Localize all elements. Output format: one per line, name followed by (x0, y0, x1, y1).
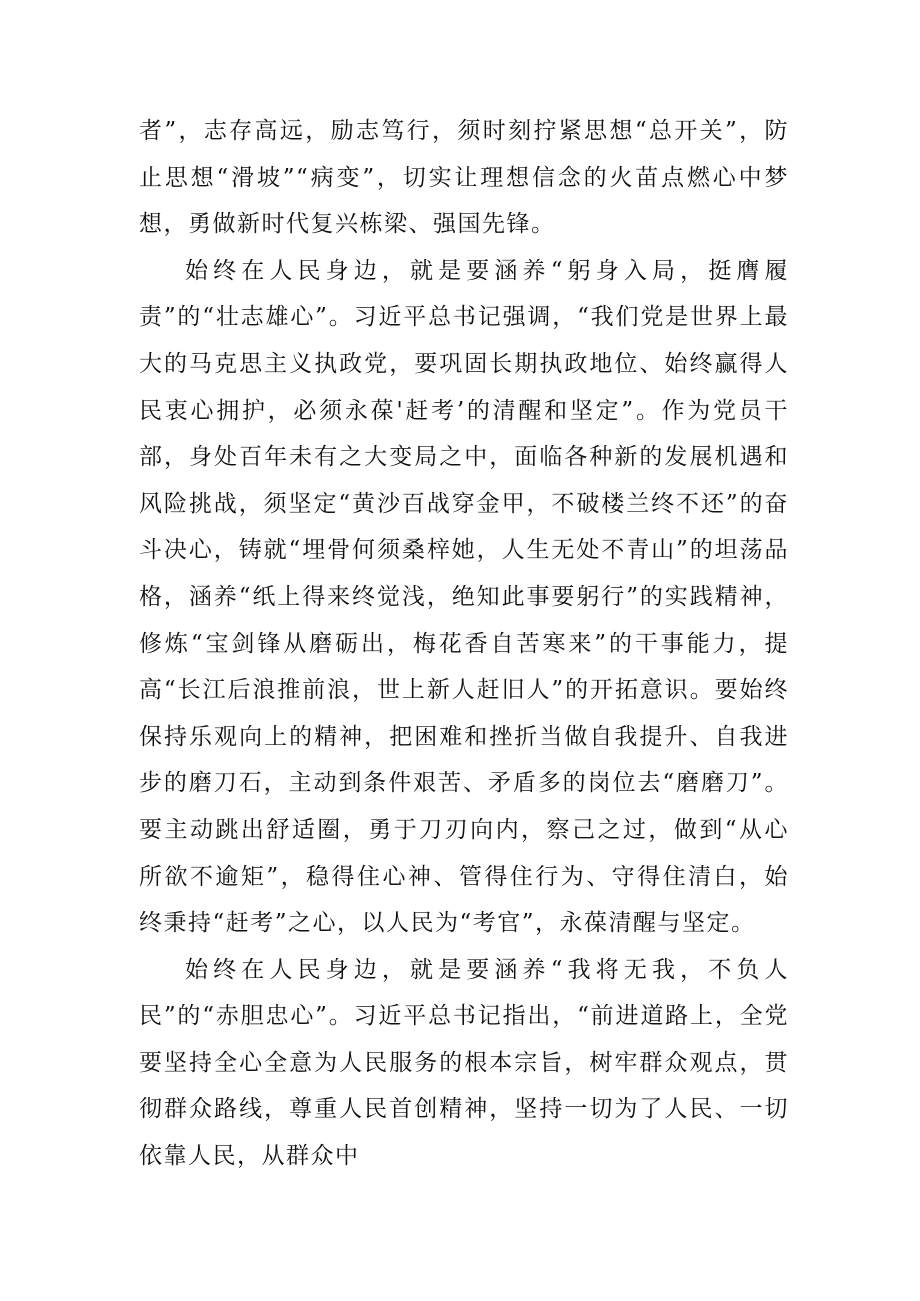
paragraph-loyalty: 始终在人民身边，就是要涵养“我将无我，不负人民”的“赤胆忠心”。习近平总书记指出，“前进道路上，全党要坚持全心全意为人民服务的根本宗旨，树牢群众观点，贯彻群众路线，尊重人民首创精神，坚持一切为了人民、一切依靠人民，从群众中 (139, 956, 789, 1170)
paragraph-continuation: 者”，志存高远，励志笃行，须时刻拧紧思想“总开关”，防止思想“滑坡”“病变”，切实让理想信念的火苗点燃心中梦想，勇做新时代复兴栋梁、强国先锋。 (139, 118, 789, 238)
paragraph-ambition: 始终在人民身边，就是要涵养“躬身入局，挺膺履责”的“壮志雄心”。习近平总书记强调，“我们党是世界上最大的马克思主义执政党，要巩固长期执政地位、始终赢得人民衷心拥护，必须永葆'赶考’的清醒和坚定”。作为党员干部，身处百年未有之大变局之中，面临各种新的发展机遇和风险挑战，须坚定“黄沙百战穿金甲，不破楼兰终不还”的奋斗决心，铸就“埋骨何须桑梓她，人生无处不青山”的坦荡品格，涵养“纸上得来终觉浅，绝知此事要躬行”的实践精神，修炼“宝剑锋从磨砺出，梅花香自苦寒来”的干事能力，提高“长江后浪推前浪，世上新人赶旧人”的开拓意识。要始终保持乐观向上的精神，把困难和挫折当做自我提升、自我进步的磨刀石，主动到条件艰苦、矛盾多的岗位去“磨磨刀”。要主动跳出舒适圈，勇于刀刃向内，察己之过，做到“从心所欲不逾矩”，稳得住心神、管得住行为、守得住清白，始终秉持“赶考”之心，以人民为“考官”，永葆清醒与坚定。 (139, 257, 789, 937)
document-page (139, 108, 789, 1180)
